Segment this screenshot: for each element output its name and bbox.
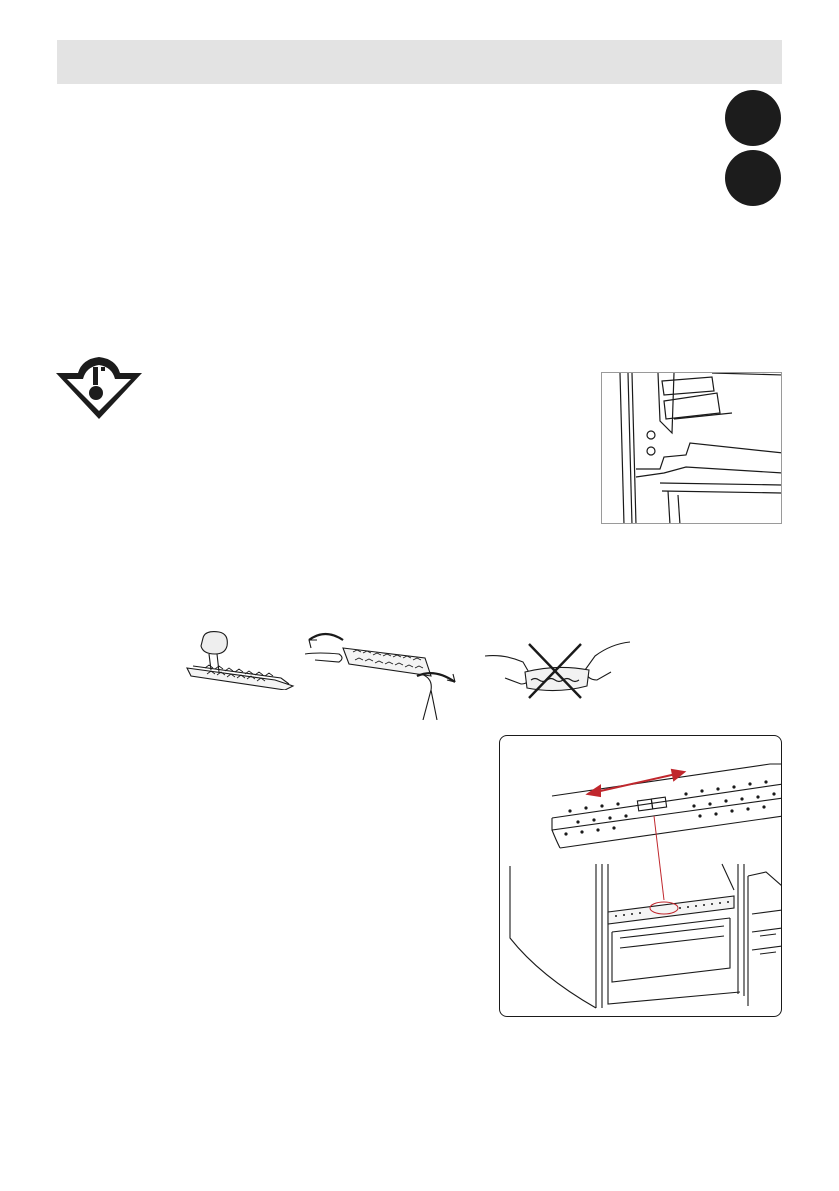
section-badge-1	[725, 90, 781, 146]
ice-tray-twist-illustration	[305, 630, 465, 720]
ice-tray-warning-icon	[52, 353, 146, 423]
ice-tray-wrong-handling-illustration	[485, 636, 630, 702]
section-badge-2	[725, 150, 781, 206]
air-filter-slide-illustration	[499, 735, 782, 1017]
ice-tray-fill-illustration	[185, 628, 295, 690]
fridge-compartment-illustration	[601, 372, 782, 524]
header-band	[57, 40, 782, 84]
